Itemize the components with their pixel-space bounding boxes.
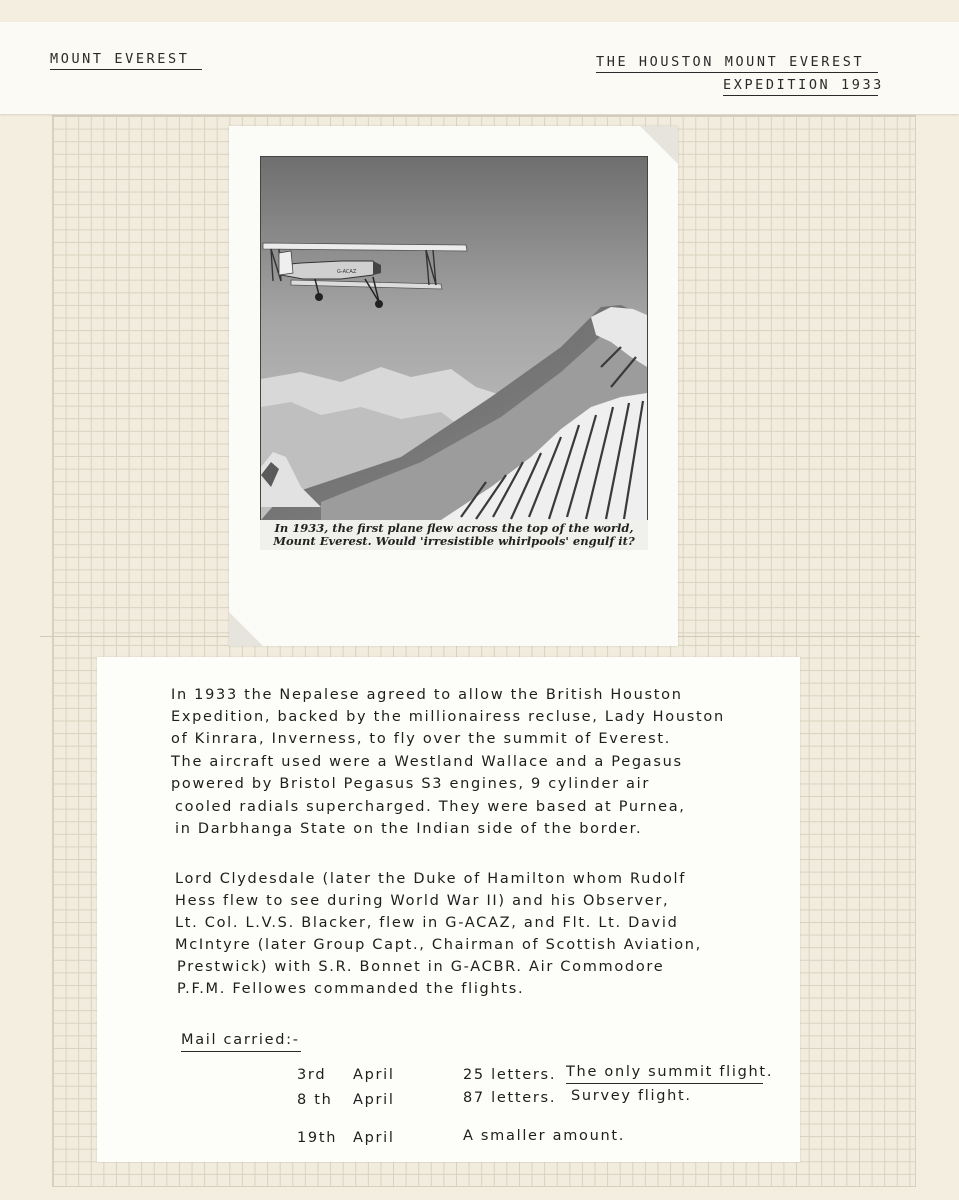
header-right-underline1 <box>596 72 878 73</box>
para2-line2: Hess flew to see during World War II) and his Observer, <box>175 893 670 909</box>
para2-line3: Lt. Col. L.V.S. Blacker, flew in G-ACAZ, and Flt. Lt. David <box>175 915 679 931</box>
header-left-title: MOUNT EVEREST <box>50 51 190 67</box>
header-right-title-line1: THE HOUSTON MOUNT EVEREST <box>596 54 865 70</box>
aircraft-registration-label: G-ACAZ <box>337 269 357 275</box>
para1-line7: in Darbhanga State on the Indian side of the border. <box>175 821 643 837</box>
para1-line2: Expedition, backed by the millionairess recluse, Lady Houston <box>171 709 725 725</box>
photo-corner-mount-bottom-left <box>229 612 263 646</box>
para1-line4: The aircraft used were a Westland Wallace and a Pegasus <box>171 754 683 770</box>
handwritten-notes-card <box>97 657 800 1162</box>
photo-clipping <box>229 126 678 646</box>
mail-row1-day: 3rd <box>297 1067 327 1083</box>
para2-line1: Lord Clydesdale (later the Duke of Hamilton whom Rudolf <box>175 871 687 887</box>
mail-row2-month: April <box>353 1092 395 1108</box>
mail-row1-note: The only summit flight. <box>566 1064 774 1080</box>
para2-line4: McIntyre (later Group Capt., Chairman of Scottish Aviation, <box>175 937 702 953</box>
header-right-title-line2: EXPEDITION 1933 <box>723 77 884 93</box>
everest-biplane-illustration <box>261 157 647 520</box>
para1-line1: In 1933 the Nepalese agreed to allow the British Houston <box>171 687 683 703</box>
mail-row2-day: 8 th <box>297 1092 333 1108</box>
photo-caption-line1: In 1933, the first plane flew across the top of the world, <box>274 521 634 535</box>
photo-caption-line2: Mount Everest. Would 'irresistible whirlpools' engulf it? <box>273 533 635 548</box>
mail-row2-note: Survey flight. <box>571 1088 692 1104</box>
header-right-underline2 <box>723 95 878 96</box>
mail-row2-amount: 87 letters. <box>463 1090 557 1106</box>
para1-line3: of Kinrara, Inverness, to fly over the summit of Everest. <box>171 731 672 747</box>
para2-line5: Prestwick) with S.R. Bonnet in G-ACBR. Air Commodore <box>177 959 665 975</box>
mail-row1-month: April <box>353 1067 395 1083</box>
mail-row1-amount: 25 letters. <box>463 1067 557 1083</box>
everest-biplane-photo <box>260 156 648 521</box>
mail-carried-heading: Mail carried:- <box>181 1032 300 1048</box>
mail-row3-month: April <box>353 1130 395 1146</box>
header-left-underline <box>50 69 202 70</box>
mail-row3-day: 19th <box>297 1130 338 1146</box>
photo-caption <box>260 522 648 547</box>
mail-row1-note-underline <box>566 1083 763 1084</box>
mail-row3-amount: A smaller amount. <box>463 1128 626 1144</box>
para2-line6: P.F.M. Fellowes commanded the flights. <box>177 981 525 997</box>
para1-line6: cooled radials supercharged. They were based at Purnea, <box>175 799 686 815</box>
para1-line5: powered by Bristol Pegasus S3 engines, 9 cylinder air <box>171 776 651 792</box>
mail-heading-underline <box>181 1051 301 1052</box>
